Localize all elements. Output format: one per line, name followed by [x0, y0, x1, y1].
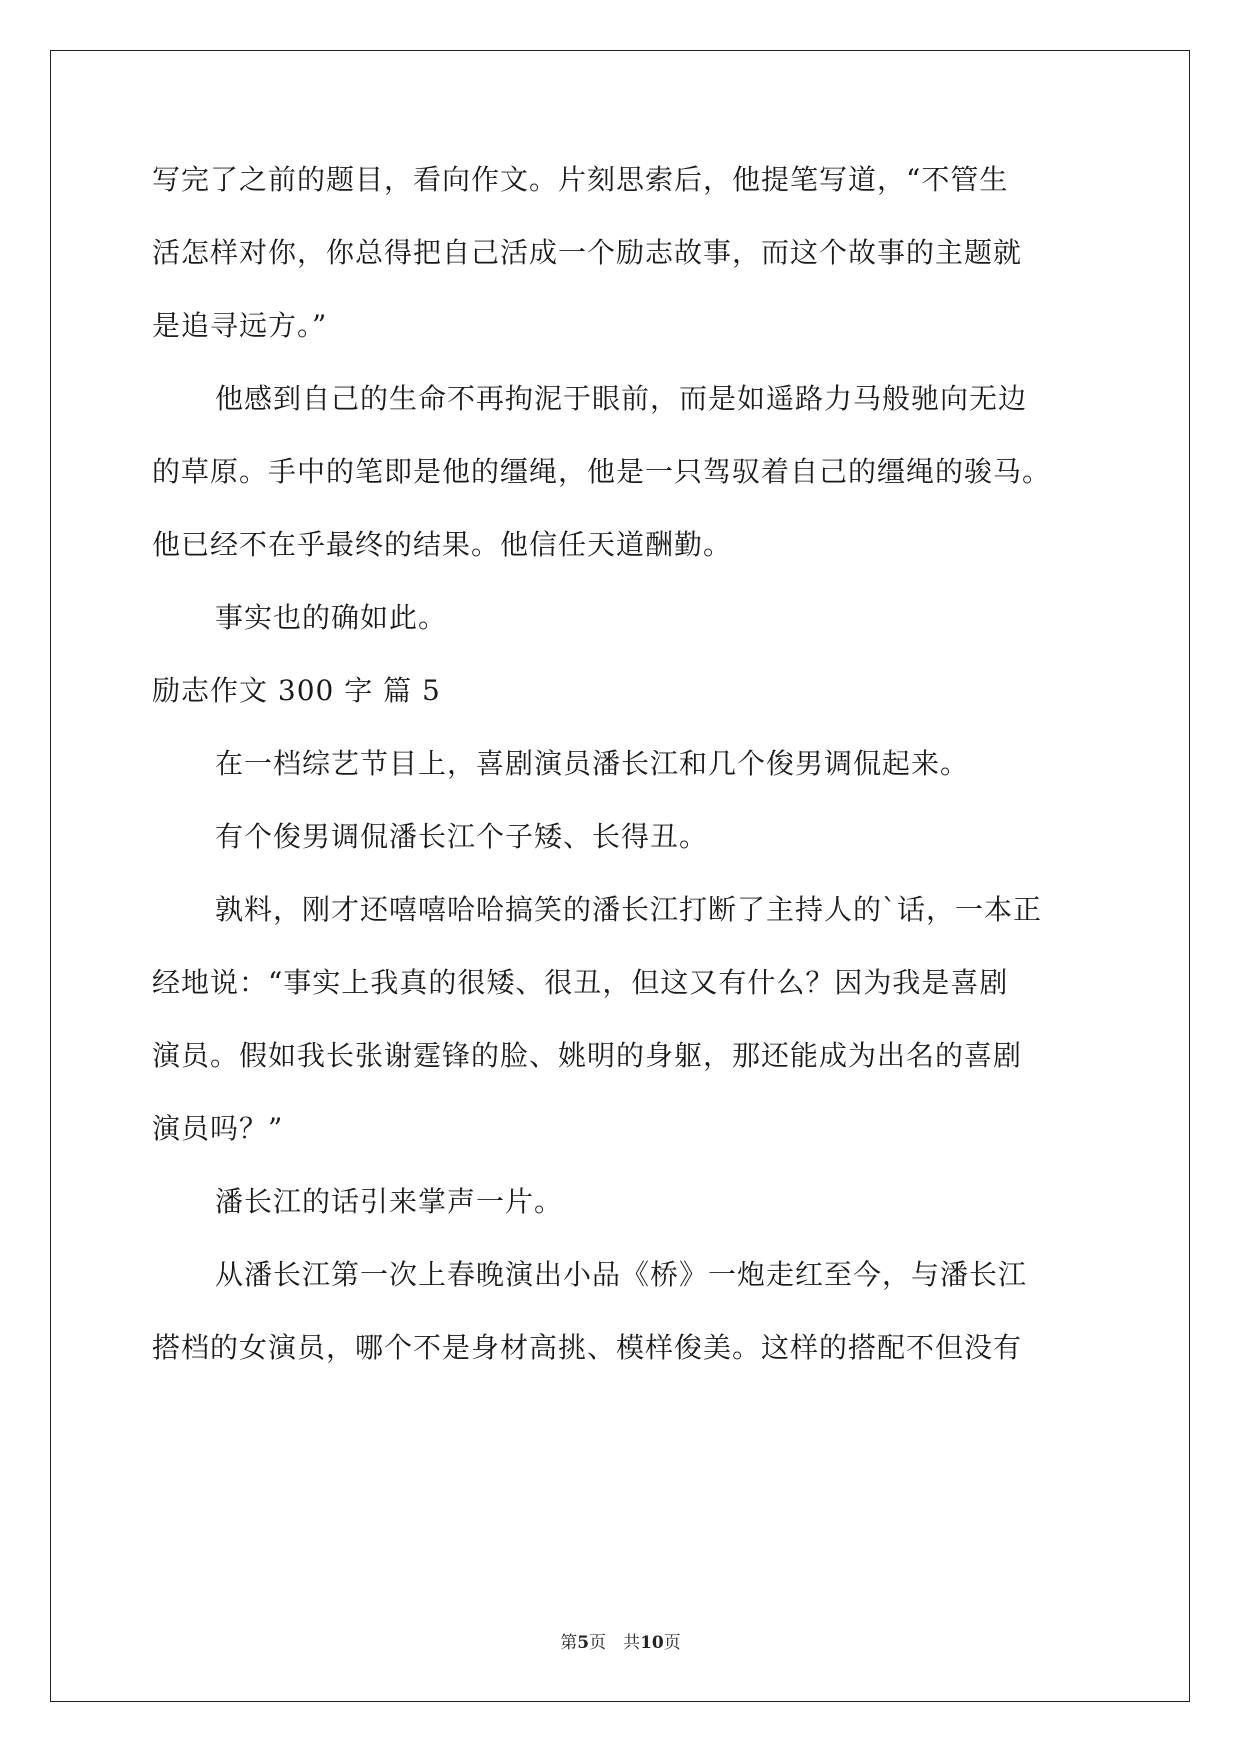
- footer-suffix: 页: [663, 1633, 681, 1653]
- page-footer: [0, 1628, 1241, 1653]
- total-page-count: 10: [640, 1633, 664, 1653]
- current-page-number: 5: [577, 1633, 590, 1653]
- text-line: 事实也的确如此。: [215, 601, 448, 634]
- text-line: 他感到自己的生命不再拘泥于眼前，而是如遥路力马般驰向无边: [215, 382, 1028, 415]
- text-line: 孰料，刚才还嘻嘻哈哈搞笑的潘长江打断了主持人的`话，一本正: [215, 893, 1043, 926]
- text-line: 潘长江的话引来掌声一片。: [215, 1185, 564, 1218]
- text-line: 活怎样对你，你总得把自己活成一个励志故事，而这个故事的主题就: [152, 236, 1023, 269]
- text-line: 是追寻远方。”: [152, 309, 328, 342]
- text-line: 的草原。手中的笔即是他的缰绳，他是一只驾驭着自己的缰绳的骏马。: [152, 455, 1052, 488]
- text-line: 经地说：“事实上我真的很矮、很丑，但这又有什么？因为我是喜剧: [152, 966, 1009, 999]
- text-line: 演员吗？”: [152, 1112, 284, 1145]
- text-line: 演员。假如我长张谢霆锋的脸、姚明的身躯，那还能成为出名的喜剧: [152, 1039, 1023, 1072]
- section-heading: 励志作文 300 字 篇 5: [152, 674, 441, 707]
- footer-mid: 页 共: [589, 1633, 641, 1653]
- text-line: 有个俊男调侃潘长江个子矮、长得丑。: [215, 820, 709, 853]
- page-border: [50, 50, 1190, 1702]
- text-line: 在一档综艺节目上，喜剧演员潘长江和几个俊男调侃起来。: [215, 747, 970, 780]
- footer-prefix: 第: [560, 1633, 578, 1653]
- text-line: 他已经不在乎最终的结果。他信任天道酬勤。: [152, 528, 733, 561]
- text-line: 写完了之前的题目，看向作文。片刻思索后，他提笔写道，“不管生: [152, 163, 1009, 196]
- text-line: 从潘长江第一次上春晚演出小品《桥》一炮走红至今，与潘长江: [215, 1258, 1028, 1291]
- text-line: 搭档的女演员，哪个不是身材高挑、模样俊美。这样的搭配不但没有: [152, 1331, 1023, 1364]
